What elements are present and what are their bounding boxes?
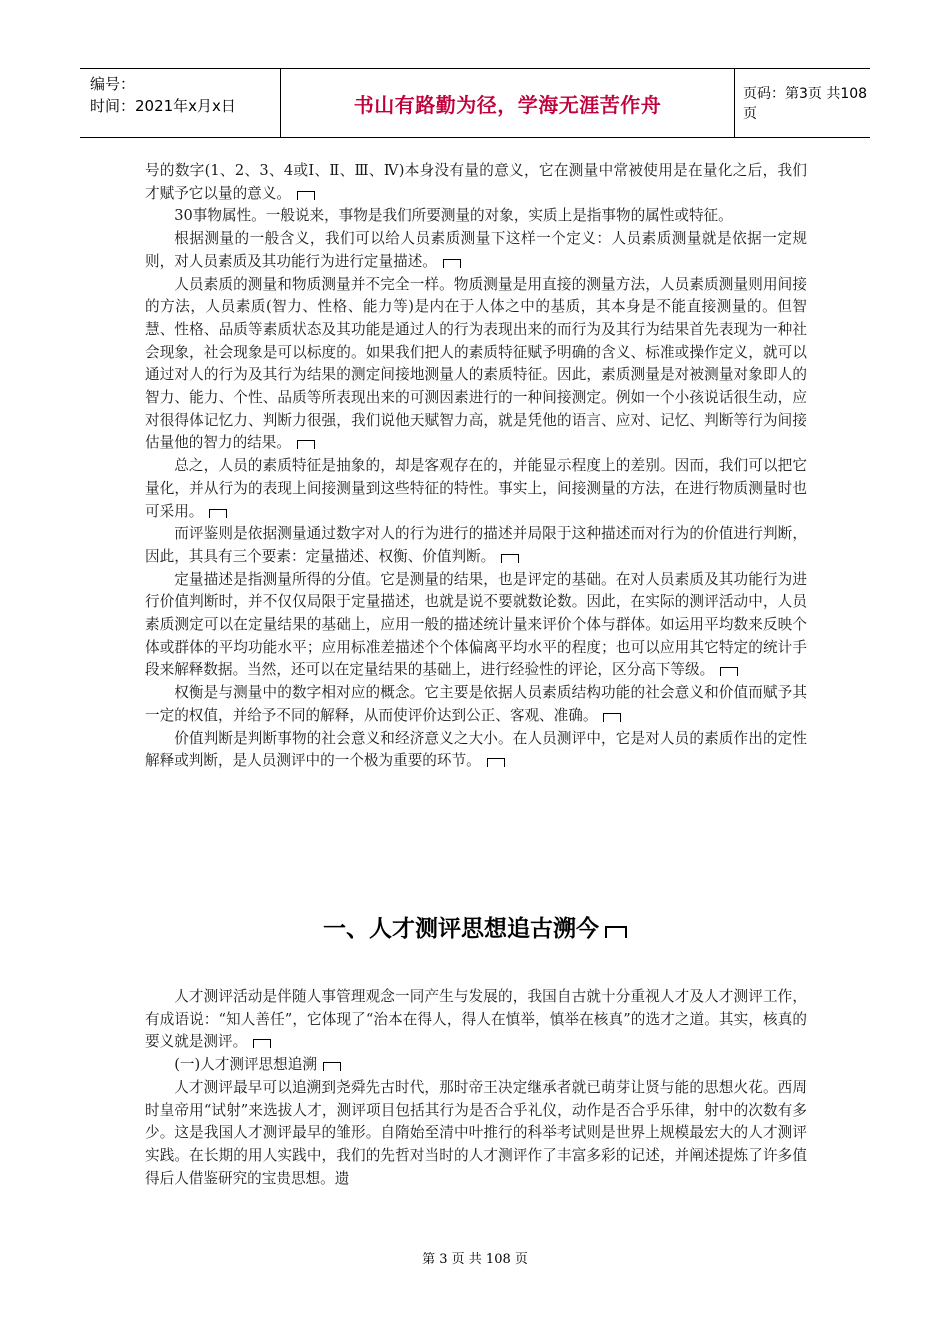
date-label: 时间：2021年x月x日 [90, 97, 236, 115]
paragraph-mark-icon [297, 191, 315, 200]
doc-number-label: 编号： [90, 75, 136, 93]
paragraph: 而评鉴则是依据测量通过数字对人的行为进行的描述并局限于这种描述而对行为的价值进行判断，因此，其具有三个要素：定量描述、权衡、价值判断。 [145, 525, 807, 565]
body-text-lower [145, 986, 807, 1190]
page-footer: 第 3 页 共 108 页 [422, 1252, 528, 1267]
paragraph-mark-icon [209, 509, 227, 518]
paragraph: 权衡是与测量中的数字相对应的概念。它主要是依据人员素质结构功能的社会意义和价值而赋予其一定的权值，并给予不同的解释，从而使评价达到公正、客观、准确。 [145, 684, 807, 724]
paragraph-mark-icon [253, 1039, 271, 1048]
header-motto-cell [280, 69, 735, 137]
page-header [80, 68, 870, 138]
paragraph-mark-icon [297, 440, 315, 449]
header-left-cell [80, 69, 280, 137]
paragraph-mark-icon [605, 926, 627, 938]
paragraph-mark-icon [720, 667, 738, 676]
header-motto: 书山有路勤为径，学海无涯苦作舟 [353, 92, 662, 117]
paragraph-mark-icon [501, 554, 519, 563]
paragraph: 30事物属性。一般说来，事物是我们所要测量的对象，实质上是指事物的属性或特征。 [174, 207, 733, 225]
paragraph-mark-icon [487, 758, 505, 767]
page-info: 页码：第3页 共108页 [743, 86, 868, 122]
paragraph: 人才测评活动是伴随人事管理观念一同产生与发展的，我国自古就十分重视人才及人才测评工作，有成语说：“知人善任”，它体现了“治本在得人，得人在慎举，慎举在核真”的选才之道。其实，核真的要义就是测评。 [145, 988, 807, 1051]
paragraph: 号的数字(1、2、3、4或Ⅰ、Ⅱ、Ⅲ、Ⅳ)本身没有量的意义，它在测量中常被使用是在量化之后，我们才赋予它以量的意义。 [145, 162, 807, 202]
paragraph: 人才测评最早可以追溯到尧舜先古时代，那时帝王决定继承者就已萌芽让贤与能的思想火花。西周时皇帝用“试射”来选拔人才，测评项目包括其行为是否合乎礼仪，动作是否合乎乐律，射中的次数有多少。这是我国人才测评最早的雏形。自隋始至清中叶推行的科举考试则是世界上规模最宏大的人才测评实践。在长期的用人实践中，我们的先哲对当时的人才测评作了丰富多彩的记述，并阐述提炼了许多值得后人借鉴研究的宝贵思想。遗 [145, 1078, 807, 1187]
paragraph: 定量描述是指测量所得的分值。它是测量的结果，也是评定的基础。在对人员素质及其功能行为进行价值判断时，并不仅仅局限于定量描述，也就是说不要就数论数。因此，在实际的测评活动中，人员素质测定可以在定量结果的基础上，应用一般的描述统计量来评价个体与群体。如运用平均数来反映个体或群体的平均功能水平；应用标准差描述个个体偏离平均水平的程度；也可以应用其它特定的统计手段来解释数据。当然，还可以在定量结果的基础上，进行经验性的评论，区分高下等级。 [145, 570, 807, 679]
body-text-upper [145, 160, 807, 773]
paragraph: 价值判断是判断事物的社会意义和经济意义之大小。在人员测评中，它是对人员的素质作出的定性解释或判断，是人员测评中的一个极为重要的环节。 [145, 729, 807, 770]
paragraph: 人员素质的测量和物质测量并不完全一样。物质测量是用直接的测量方法，人员素质测量则用间接的方法，人员素质(智力、性格、能力等)是内在于人体之中的基质，其本身是不能直接测量的。但智慧、性格、品质等素质状态及其功能是通过人的行为表现出来的而行为及其行为结果首先表现为一种社会现象，社会现象是可以标度的。如果我们把人的素质特征赋予明确的含义、标准或操作定义，就可以通过对人的行为及其行为结果的测定间接地测量人的素质特征。因此，素质测量是对被测量对象即人的智力、能力、个性、品质等所表现出来的可测因素进行的一种间接测定。例如一个小孩说话很生动，应对很得体记忆力、判断力很强，我们说他天赋智力高，就是凭他的语言、应对、记忆、判断等行为间接估量他的智力的结果。 [145, 275, 807, 452]
paragraph-mark-icon [603, 713, 621, 722]
header-page-cell [735, 69, 870, 137]
subsection-title: (一)人才测评思想追溯 [145, 1054, 807, 1077]
paragraph: 根据测量的一般含义，我们可以给人员素质测量下这样一个定义：人员素质测量就是依据一定规则，对人员素质及其功能行为进行定量描述。 [145, 230, 807, 270]
paragraph: 总之，人员的素质特征是抽象的，却是客观存在的，并能显示程度上的差别。因而，我们可以把它量化，并从行为的表现上间接测量到这些特征的特性。事实上，间接测量的方法，在进行物质测量时也可采用。 [145, 457, 807, 520]
section-heading: 一、人才测评思想追古溯今 [0, 910, 950, 943]
paragraph-mark-icon [443, 259, 461, 268]
paragraph-mark-icon [323, 1062, 341, 1071]
